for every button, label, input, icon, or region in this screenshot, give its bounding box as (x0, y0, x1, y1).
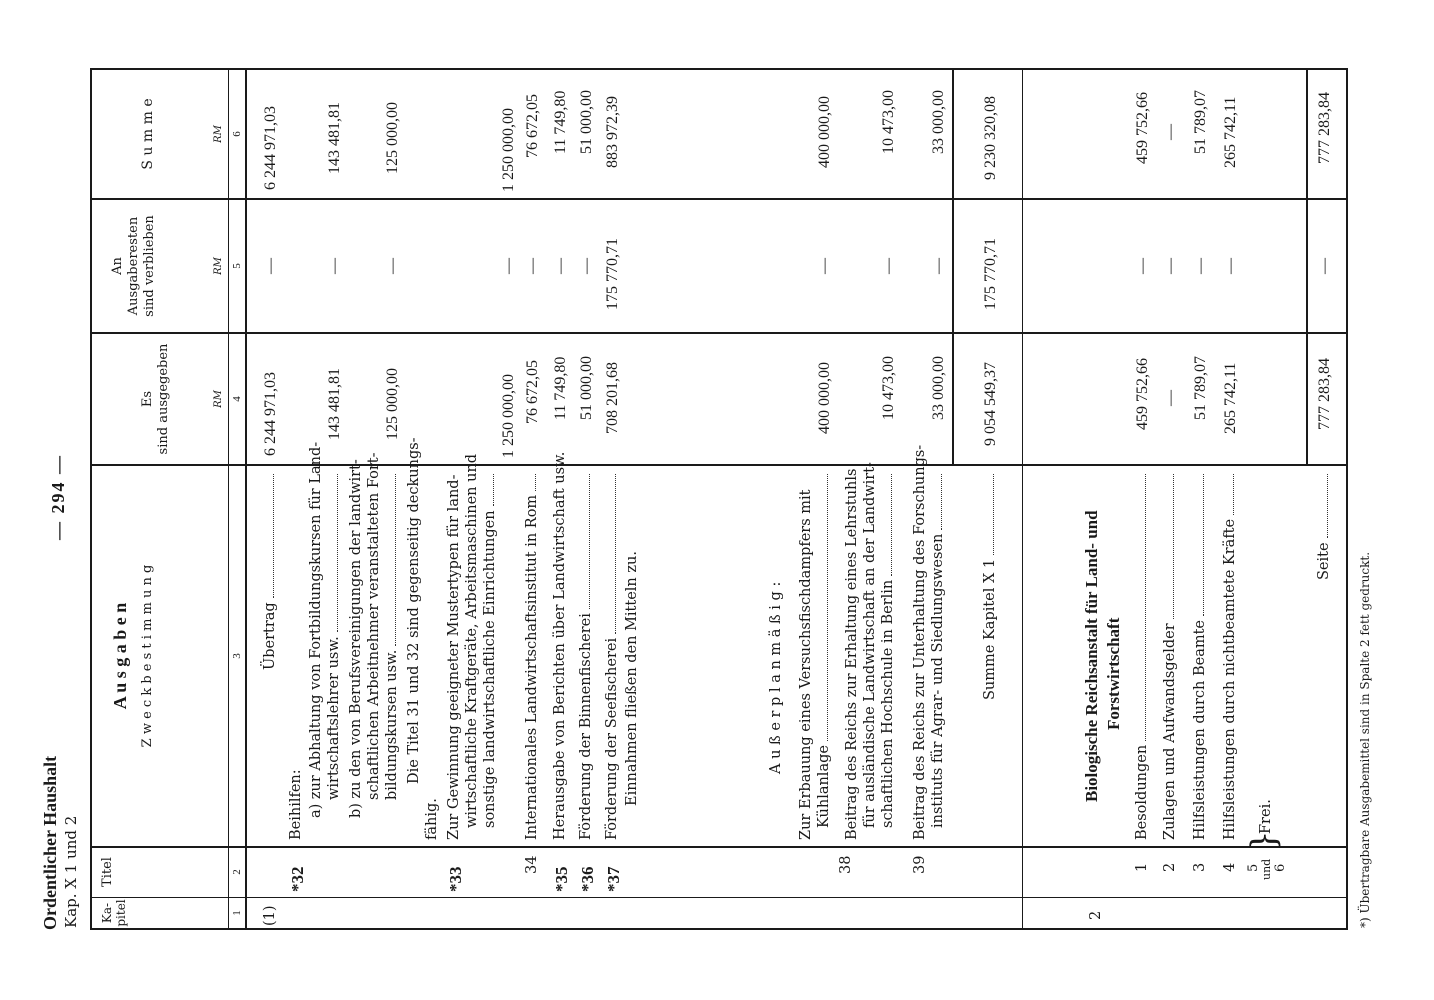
ausserplan-label: A u ß e r p l a n m ä ß i g : (768, 581, 784, 774)
t33-c5: — (500, 258, 517, 274)
t38b-line3-text: schaftlichen Hochschule in Berlin (880, 579, 896, 828)
r1-line (1134, 470, 1150, 840)
t33-line3-text: sonstige landwirtschaftliche Einrichtungen (482, 510, 498, 828)
col-divider-es (90, 332, 1348, 334)
dot-leader (615, 474, 616, 634)
summe-c4: 9 054 549,37 (982, 362, 999, 446)
uebertrag-c5: — (262, 258, 279, 274)
dot-leader (1203, 474, 1204, 616)
kapitel-2: 2 (1088, 910, 1104, 920)
t39-line2 (930, 470, 946, 828)
t36-c5: — (578, 258, 595, 274)
r3-c5: — (1192, 258, 1209, 274)
b-line2: schaftlichen Arbeitnehmer veranstalteten Fort- (366, 452, 382, 800)
r4-c6: 265 742,11 (1222, 96, 1239, 168)
t37-text: Förderung der Seefischerei (604, 637, 620, 840)
note-line2: fähig. (424, 798, 440, 840)
t37-c4: 708 201,68 (604, 362, 621, 434)
t39-c5: — (930, 258, 947, 274)
dot-leader (891, 474, 892, 576)
t37-c5: 175 770,71 (604, 238, 621, 310)
header-summe: S u m m e (140, 98, 156, 170)
r4-text: Hilfsleistungen durch nichtbeamtete Kräfte (1222, 518, 1238, 840)
dot-leader (535, 474, 536, 491)
r1-c6: 459 752,66 (1134, 92, 1151, 164)
b-line1: b) zu den von Berufsvereinigungen der landwirt- (348, 459, 364, 818)
r1-c4: 459 752,66 (1134, 358, 1151, 430)
titel-35: *35 (552, 866, 571, 892)
unit-c5: RM (213, 257, 224, 275)
unit-c6: RM (213, 125, 224, 143)
dot-leader (589, 474, 590, 609)
t38b-line2: für ausländische Landwirtschaft an der Landwirt- (862, 462, 878, 828)
t39-line1: Beitrag des Reichs zur Unterhaltung des Forschungs- (912, 444, 928, 840)
t34-text: Internationales Landwirtschaftsinstitut in Rom (524, 494, 540, 840)
t38a-c6: 400 000,00 (816, 96, 833, 168)
a-line2-text: wirtschaftslehrer usw. (326, 636, 342, 800)
a-c4: 143 481,81 (326, 368, 343, 440)
t39-c6: 33 000,00 (930, 90, 947, 154)
rule-left (90, 928, 1348, 930)
b-c4: 125 000,00 (384, 368, 401, 440)
t38a-line2 (816, 470, 832, 828)
t36-text: Förderung der Binnenfischerei (578, 613, 594, 840)
titel-36: *36 (578, 866, 597, 892)
r4-c5: — (1222, 258, 1239, 274)
dot-leader (993, 474, 994, 555)
summe-kapitel-text: Summe Kapitel X 1 (982, 558, 998, 700)
t35-text: Herausgabe von Berichten über Landwirtschaft usw. (552, 451, 568, 840)
r1-c5: — (1134, 258, 1151, 274)
t37-line (604, 470, 620, 840)
colnum-1: 1 (231, 910, 243, 916)
t36-c4: 51 000,00 (578, 356, 595, 420)
dot-leader (337, 474, 338, 632)
t37-note: Einnahmen fließen den Mitteln zu. (624, 551, 640, 806)
note-line1: Die Titel 31 und 32 sind gegenseitig deckungs- (406, 437, 422, 784)
t38b-c5: — (880, 258, 897, 274)
titel-r1: 1 (1134, 862, 1150, 872)
dot-leader (1173, 474, 1174, 619)
t34-c6: 76 672,05 (524, 94, 541, 158)
summe-c6: 9 230 320,08 (982, 96, 999, 180)
titel-34: 34 (524, 855, 540, 874)
header-titel: Titel (100, 857, 115, 887)
seite-line (1316, 470, 1332, 580)
r2-c5: — (1162, 258, 1179, 274)
t35-c6: 11 749,80 (552, 90, 569, 154)
colnum-4: 4 (231, 396, 243, 402)
r2-line (1162, 470, 1178, 840)
titel-r56-c: 6 (1273, 863, 1288, 872)
summe-kapitel (982, 470, 998, 700)
t34-line (524, 470, 540, 840)
rule-right (90, 68, 1348, 70)
rule-kap2 (1022, 68, 1023, 930)
dot-leader (395, 474, 396, 646)
uebertrag-c4: 6 244 971,03 (262, 372, 279, 456)
t36-c6: 51 000,00 (578, 90, 595, 154)
b-line3-text: bildungskursen usw. (384, 649, 400, 800)
t38b-line1: Beitrag des Reichs zur Erhaltung eines Lehrstuhls (844, 468, 860, 840)
r2-c6: — (1162, 124, 1179, 140)
header-an: An Ausgaberesten sind verblieben (110, 215, 157, 317)
dot-leader (827, 474, 828, 741)
footnote: *) Übertragbare Ausgabemittel sind in Spalte 2 fett gedruckt. (1358, 551, 1372, 928)
titel-r4: 4 (1222, 862, 1238, 872)
col-divider-kapitel (90, 897, 1348, 898)
r4-line (1222, 470, 1238, 840)
row-uebertrag-label: Übertrag (262, 602, 278, 670)
colnum-3: 3 (231, 653, 243, 659)
dot-leader (493, 474, 494, 506)
titel-r2: 2 (1162, 862, 1178, 872)
titel-32: *32 (288, 866, 307, 892)
dot-leader (273, 474, 274, 598)
t38b-c4: 10 473,00 (880, 356, 897, 420)
dot-leader (941, 474, 942, 530)
t33-c4: 1 250 000,00 (500, 374, 517, 458)
titel-r3: 3 (1192, 862, 1208, 872)
t36-line (578, 470, 594, 840)
r3-c4: 51 789,07 (1192, 356, 1209, 420)
t38a-line2-text: Kühlanlage (816, 745, 832, 828)
seite-c4: 777 283,84 (1316, 358, 1333, 430)
t38b-line3 (880, 470, 896, 828)
titel-38: 38 (838, 855, 854, 874)
r1-text: Besoldungen (1134, 744, 1150, 840)
rule-seite (1306, 68, 1308, 466)
seite-text: Seite (1316, 542, 1332, 580)
dot-leader (1327, 474, 1328, 538)
titel-r56-b: und (1260, 858, 1273, 880)
col-divider-an (90, 198, 1348, 200)
colnum-5: 5 (231, 263, 243, 269)
r2-text: Zulagen und Aufwandsgelder (1162, 623, 1178, 840)
r56-text: Frei. (1258, 799, 1274, 834)
t33-c6: 1 250 000,00 (500, 108, 517, 192)
header-kapitel: Ka- pitel (100, 899, 128, 927)
beihilfen-label: Beihilfen: (288, 769, 304, 840)
t35-c5: — (552, 258, 569, 274)
document-subtitle: Kap. X 1 und 2 (62, 815, 80, 928)
a-c6: 143 481,81 (326, 102, 343, 174)
header-es: Es sind ausgegeben (140, 343, 171, 455)
dot-leader (1233, 474, 1234, 515)
titel-r56-a: 5 (1246, 863, 1261, 872)
a-line1: a) zur Abhaltung von Fortbildungskursen für Land- (308, 441, 324, 818)
titel-37: *37 (604, 866, 623, 892)
t38a-line1: Zur Erbauung eines Versuchsfischdampfers mit (798, 489, 814, 840)
row-uebertrag (262, 470, 278, 670)
col-divider-ausgaben (90, 464, 1348, 466)
brace-r56: } (1244, 830, 1284, 852)
r3-c6: 51 789,07 (1192, 90, 1209, 154)
kap2-title-line1: Biologische Reichsanstalt für Land- und (1082, 510, 1101, 802)
seite-c6: 777 283,84 (1316, 92, 1333, 164)
t35-line (552, 451, 568, 840)
kapitel-1: (1) (262, 905, 278, 926)
r2-c4: — (1162, 390, 1179, 406)
header-zweck: Z w e c k b e s t i m m u n g (140, 564, 155, 748)
t35-c4: 11 749,80 (552, 356, 569, 420)
b-c5: — (384, 258, 401, 274)
uebertrag-c6: 6 244 971,03 (262, 106, 279, 190)
t33-line2: wirtschaftliche Kraftgeräte, Arbeitsmaschinen und (464, 453, 480, 828)
t33-line3 (482, 470, 498, 828)
r3-text: Hilfsleistungen durch Beamte (1192, 620, 1208, 840)
b-line3 (384, 470, 400, 800)
r4-c4: 265 742,11 (1222, 362, 1239, 434)
t33-line1: Zur Gewinnung geeigneter Mustertypen für land- (446, 474, 462, 840)
r3-line (1192, 470, 1208, 840)
colnum-6: 6 (231, 131, 243, 137)
unit-c4: RM (213, 390, 224, 408)
document-title: Ordentlicher Haushalt (40, 755, 60, 930)
t34-c4: 76 672,05 (524, 360, 541, 424)
summe-c5: 175 770,71 (982, 238, 999, 310)
colnum-2: 2 (231, 869, 243, 875)
page-number: — 294 — (48, 454, 68, 540)
t34-c5: — (524, 258, 541, 274)
kap2-title-line2: Forstwirtschaft (1104, 617, 1123, 730)
a-c5: — (326, 258, 343, 274)
t38a-c5: — (816, 258, 833, 274)
t37-c6: 883 972,39 (604, 96, 621, 168)
t39-c4: 33 000,00 (930, 356, 947, 420)
a-line2 (326, 470, 342, 800)
seite-c5: — (1316, 258, 1333, 274)
titel-39: 39 (912, 855, 928, 874)
col-divider-titel (90, 846, 1348, 848)
t39-line2-text: instituts für Agrar- und Siedlungswesen (930, 533, 946, 828)
header-ausgaben: A u s g a b e n (110, 602, 130, 710)
dot-leader (1145, 474, 1146, 741)
t38b-c6: 10 473,00 (880, 90, 897, 154)
titel-33: *33 (446, 866, 465, 892)
t38a-c4: 400 000,00 (816, 362, 833, 434)
rule-summe (952, 68, 954, 466)
b-c6: 125 000,00 (384, 102, 401, 174)
